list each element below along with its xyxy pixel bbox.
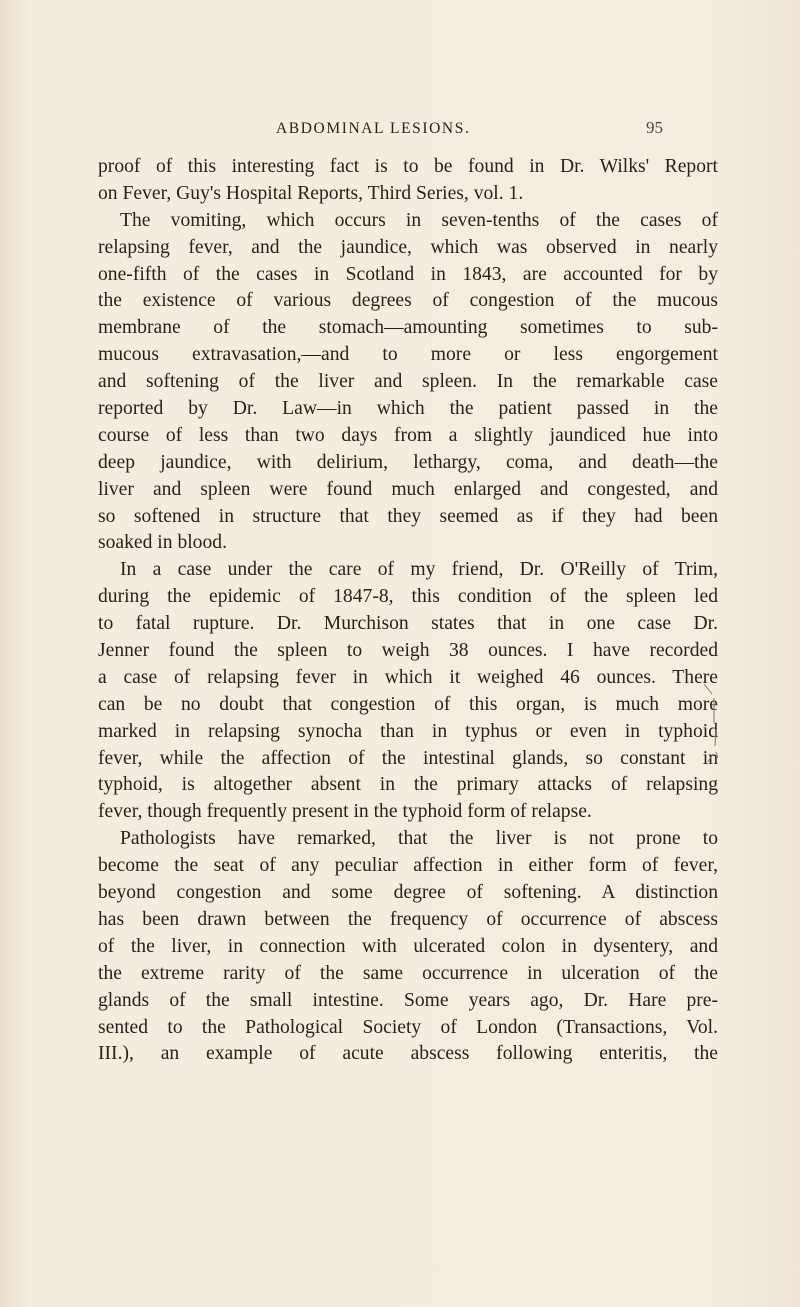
text-line: typhoid, is altogether absent in the primary attacks of relapsing <box>98 774 718 796</box>
text-line: reported by Dr. Law—in which the patient passed in the <box>98 398 718 420</box>
text-line: has been drawn between the frequency of occurrence of abscess <box>98 908 718 930</box>
text-line: on Fever, Guy's Hospital Reports, Third Series, vol. 1. <box>98 182 524 204</box>
body-text <box>98 154 718 1068</box>
text-line: membrane of the stomach—amounting sometimes to sub- <box>98 317 718 339</box>
text-line: a case of relapsing fever in which it weighed 46 ounces. There <box>98 666 718 688</box>
text-line: during the epidemic of 1847-8, this condition of the spleen led <box>98 586 718 608</box>
text-line: course of less than two days from a slightly jaundiced hue into <box>98 424 718 446</box>
text-line: one-fifth of the cases in Scotland in 1843, are accounted for by <box>98 263 718 285</box>
text-line: In a case under the care of my friend, Dr. O'Reilly of Trim, <box>120 559 718 581</box>
text-line: Pathologists have remarked, that the liver is not prone to <box>120 828 718 850</box>
text-line: Jenner found the spleen to weigh 38 ounces. I have recorded <box>98 640 718 662</box>
text-line: deep jaundice, with delirium, lethargy, coma, and death—the <box>98 451 718 473</box>
text-line: the existence of various degrees of congestion of the mucous <box>98 290 718 312</box>
text-line: liver and spleen were found much enlarged and congested, and <box>98 478 718 500</box>
text-line: soaked in blood. <box>98 532 227 554</box>
text-line: relapsing fever, and the jaundice, which was observed in nearly <box>98 236 718 258</box>
text-line: fever, though frequently present in the typhoid form of relapse. <box>98 801 592 823</box>
text-line: The vomiting, which occurs in seven-tenths of the cases of <box>120 209 718 231</box>
text-line: so softened in structure that they seemed as if they had been <box>98 505 718 527</box>
text-line: glands of the small intestine. Some years ago, Dr. Hare pre- <box>98 989 718 1011</box>
text-line: fever, while the affection of the intestinal glands, so constant in <box>98 747 718 769</box>
running-head: ABDOMINAL LESIONS. <box>276 120 471 137</box>
text-line: beyond congestion and some degree of softening. A distinction <box>98 882 718 904</box>
text-line: marked in relapsing synocha than in typhus or even in typhoid <box>98 720 718 742</box>
text-line: become the seat of any peculiar affection in either form of fever, <box>98 855 718 877</box>
text-line: the extreme rarity of the same occurrence in ulceration of the <box>98 962 718 984</box>
text-line: proof of this interesting fact is to be found in Dr. Wilks' Report <box>98 156 718 177</box>
text-line: can be no doubt that congestion of this organ, is much more <box>98 693 718 715</box>
text-line: III.), an example of acute abscess following enteritis, the <box>98 1043 718 1065</box>
page-number: 95 <box>646 118 663 137</box>
text-line: of the liver, in connection with ulcerated colon in dysentery, and <box>98 935 718 957</box>
margin-pencil-mark <box>702 680 722 780</box>
text-line: to fatal rupture. Dr. Murchison states that in one case Dr. <box>98 613 718 635</box>
text-line: mucous extravasation,—and to more or less engorgement <box>98 344 718 366</box>
text-line: and softening of the liver and spleen. In the remarkable case <box>98 371 718 393</box>
text-line: sented to the Pathological Society of London (Transactions, Vol. <box>98 1016 718 1038</box>
page-header <box>0 120 800 144</box>
